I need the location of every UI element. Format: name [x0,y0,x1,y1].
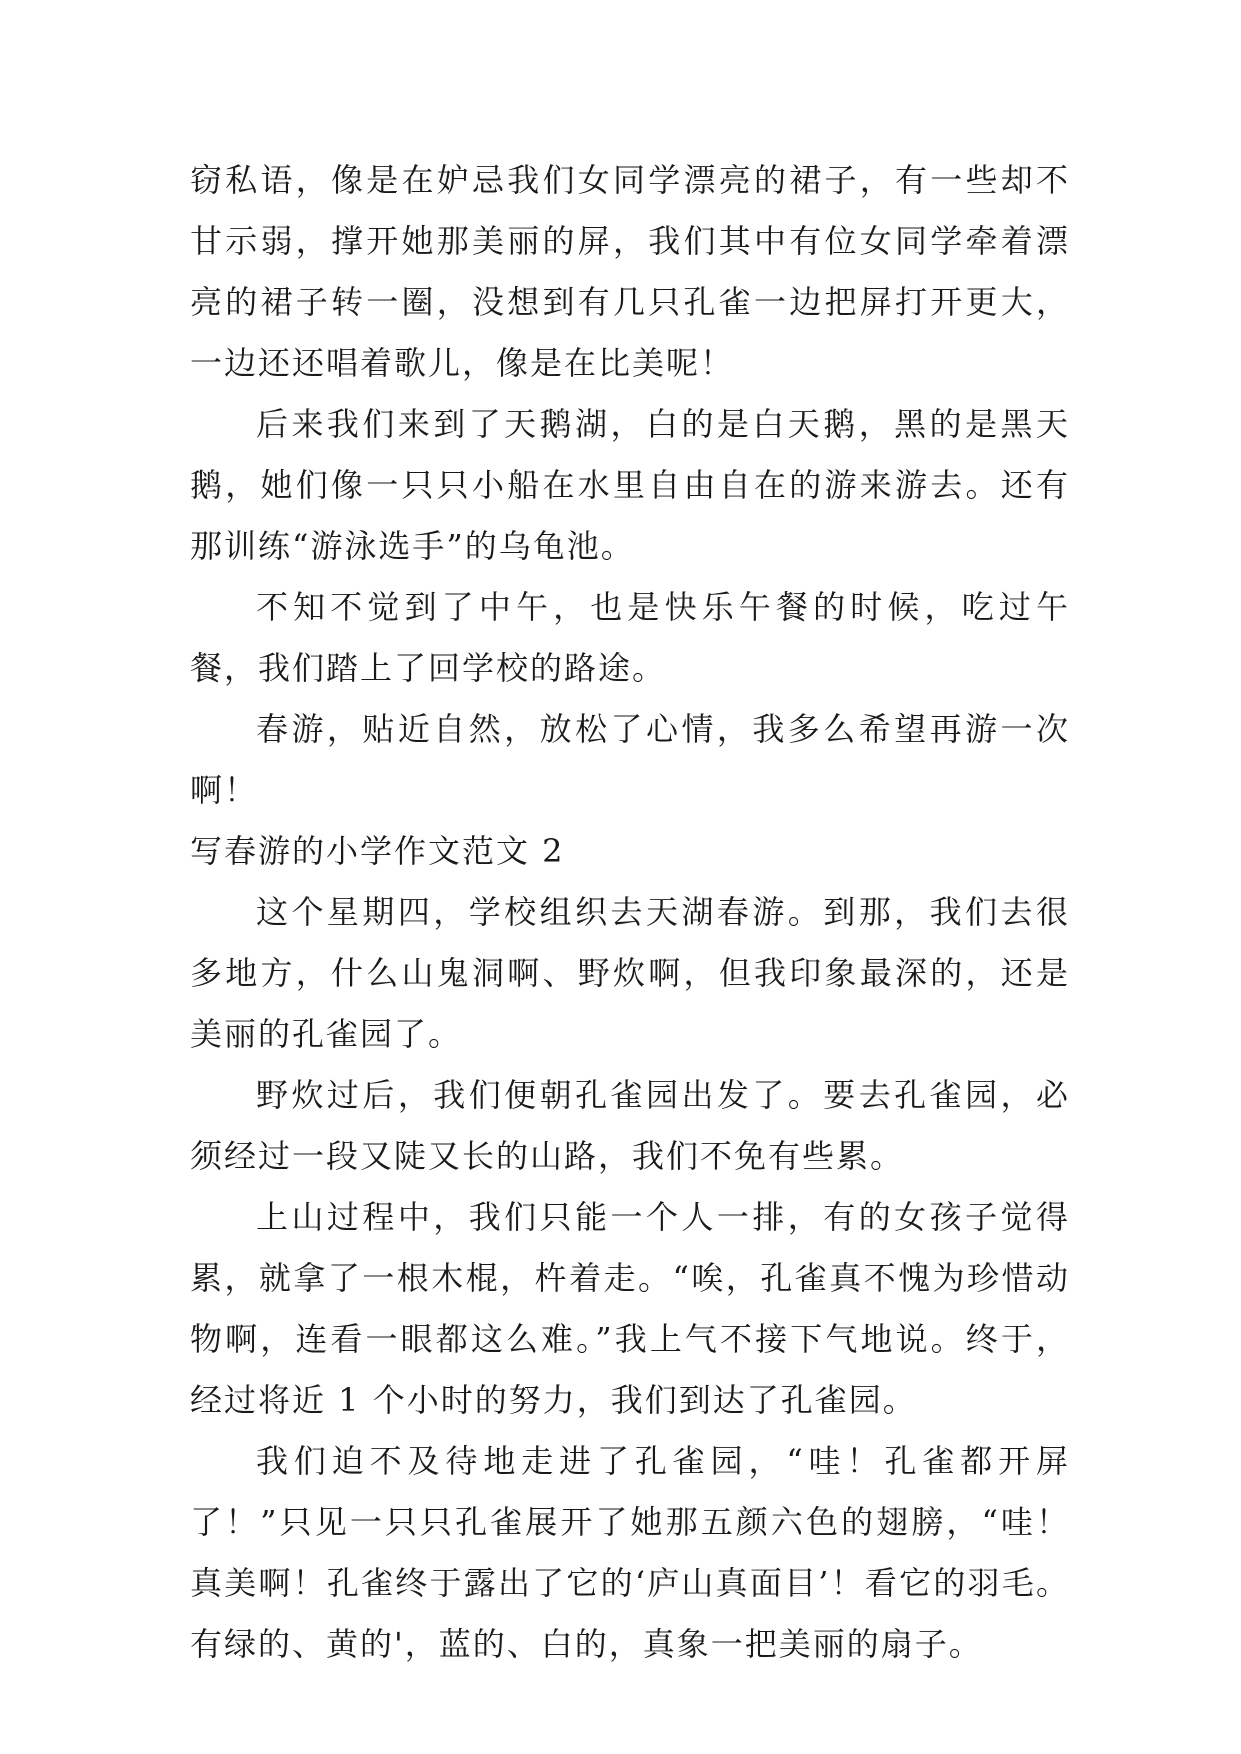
paragraph-tianhu-trip: 这个星期四，学校组织去天湖春游。到那，我们去很多地方，什么山鬼洞啊、野炊啊，但我印象最深的，还是美丽的孔雀园了。 [190,893,1070,1053]
paragraph-peacock-garden: 我们迫不及待地走进了孔雀园，“哇！孔雀都开屏了！”只见一只只孔雀展开了她那五颜六色的翅膀，“哇！真美啊！孔雀终于露出了它的‘庐山真面目’！看它的羽毛。有绿的、黄的'，蓝的、白的，真象一把美丽的扇子。 [190,1442,1070,1663]
document-page [190,150,1070,1675]
paragraph-peacock-continuation: 窃私语，像是在妒忌我们女同学漂亮的裙子，有一些却不甘示弱，撑开她那美丽的屏，我们其中有位女同学牵着漂亮的裙子转一圈，没想到有几只孔雀一边把屏打开更大，一边还还唱着歌儿，像是在比美呢！ [190,161,1070,382]
essay-heading: 写春游的小学作文范文 2 [190,832,565,870]
paragraph-after-picnic: 野炊过后，我们便朝孔雀园出发了。要去孔雀园，必须经过一段又陡又长的山路，我们不免有些累。 [190,1076,1070,1175]
paragraph-noon-lunch: 不知不觉到了中午，也是快乐午餐的时候，吃过午餐，我们踏上了回学校的路途。 [190,588,1070,687]
paragraph-swan-lake: 后来我们来到了天鹅湖，白的是白天鹅，黑的是黑天鹅，她们像一只只小船在水里自由自在的游来游去。还有那训练“游泳选手”的乌龟池。 [190,405,1070,565]
paragraph-uphill: 上山过程中，我们只能一个人一排，有的女孩子觉得累，就拿了一根木棍，杵着走。“唉，孔雀真不愧为珍惜动物啊，连看一眼都这么难。”我上气不接下气地说。终于，经过将近 1 个小时的努力，我们到达了孔雀园。 [190,1198,1070,1419]
paragraph-spring-outing-conclusion: 春游，贴近自然，放松了心情，我多么希望再游一次啊！ [190,710,1070,809]
